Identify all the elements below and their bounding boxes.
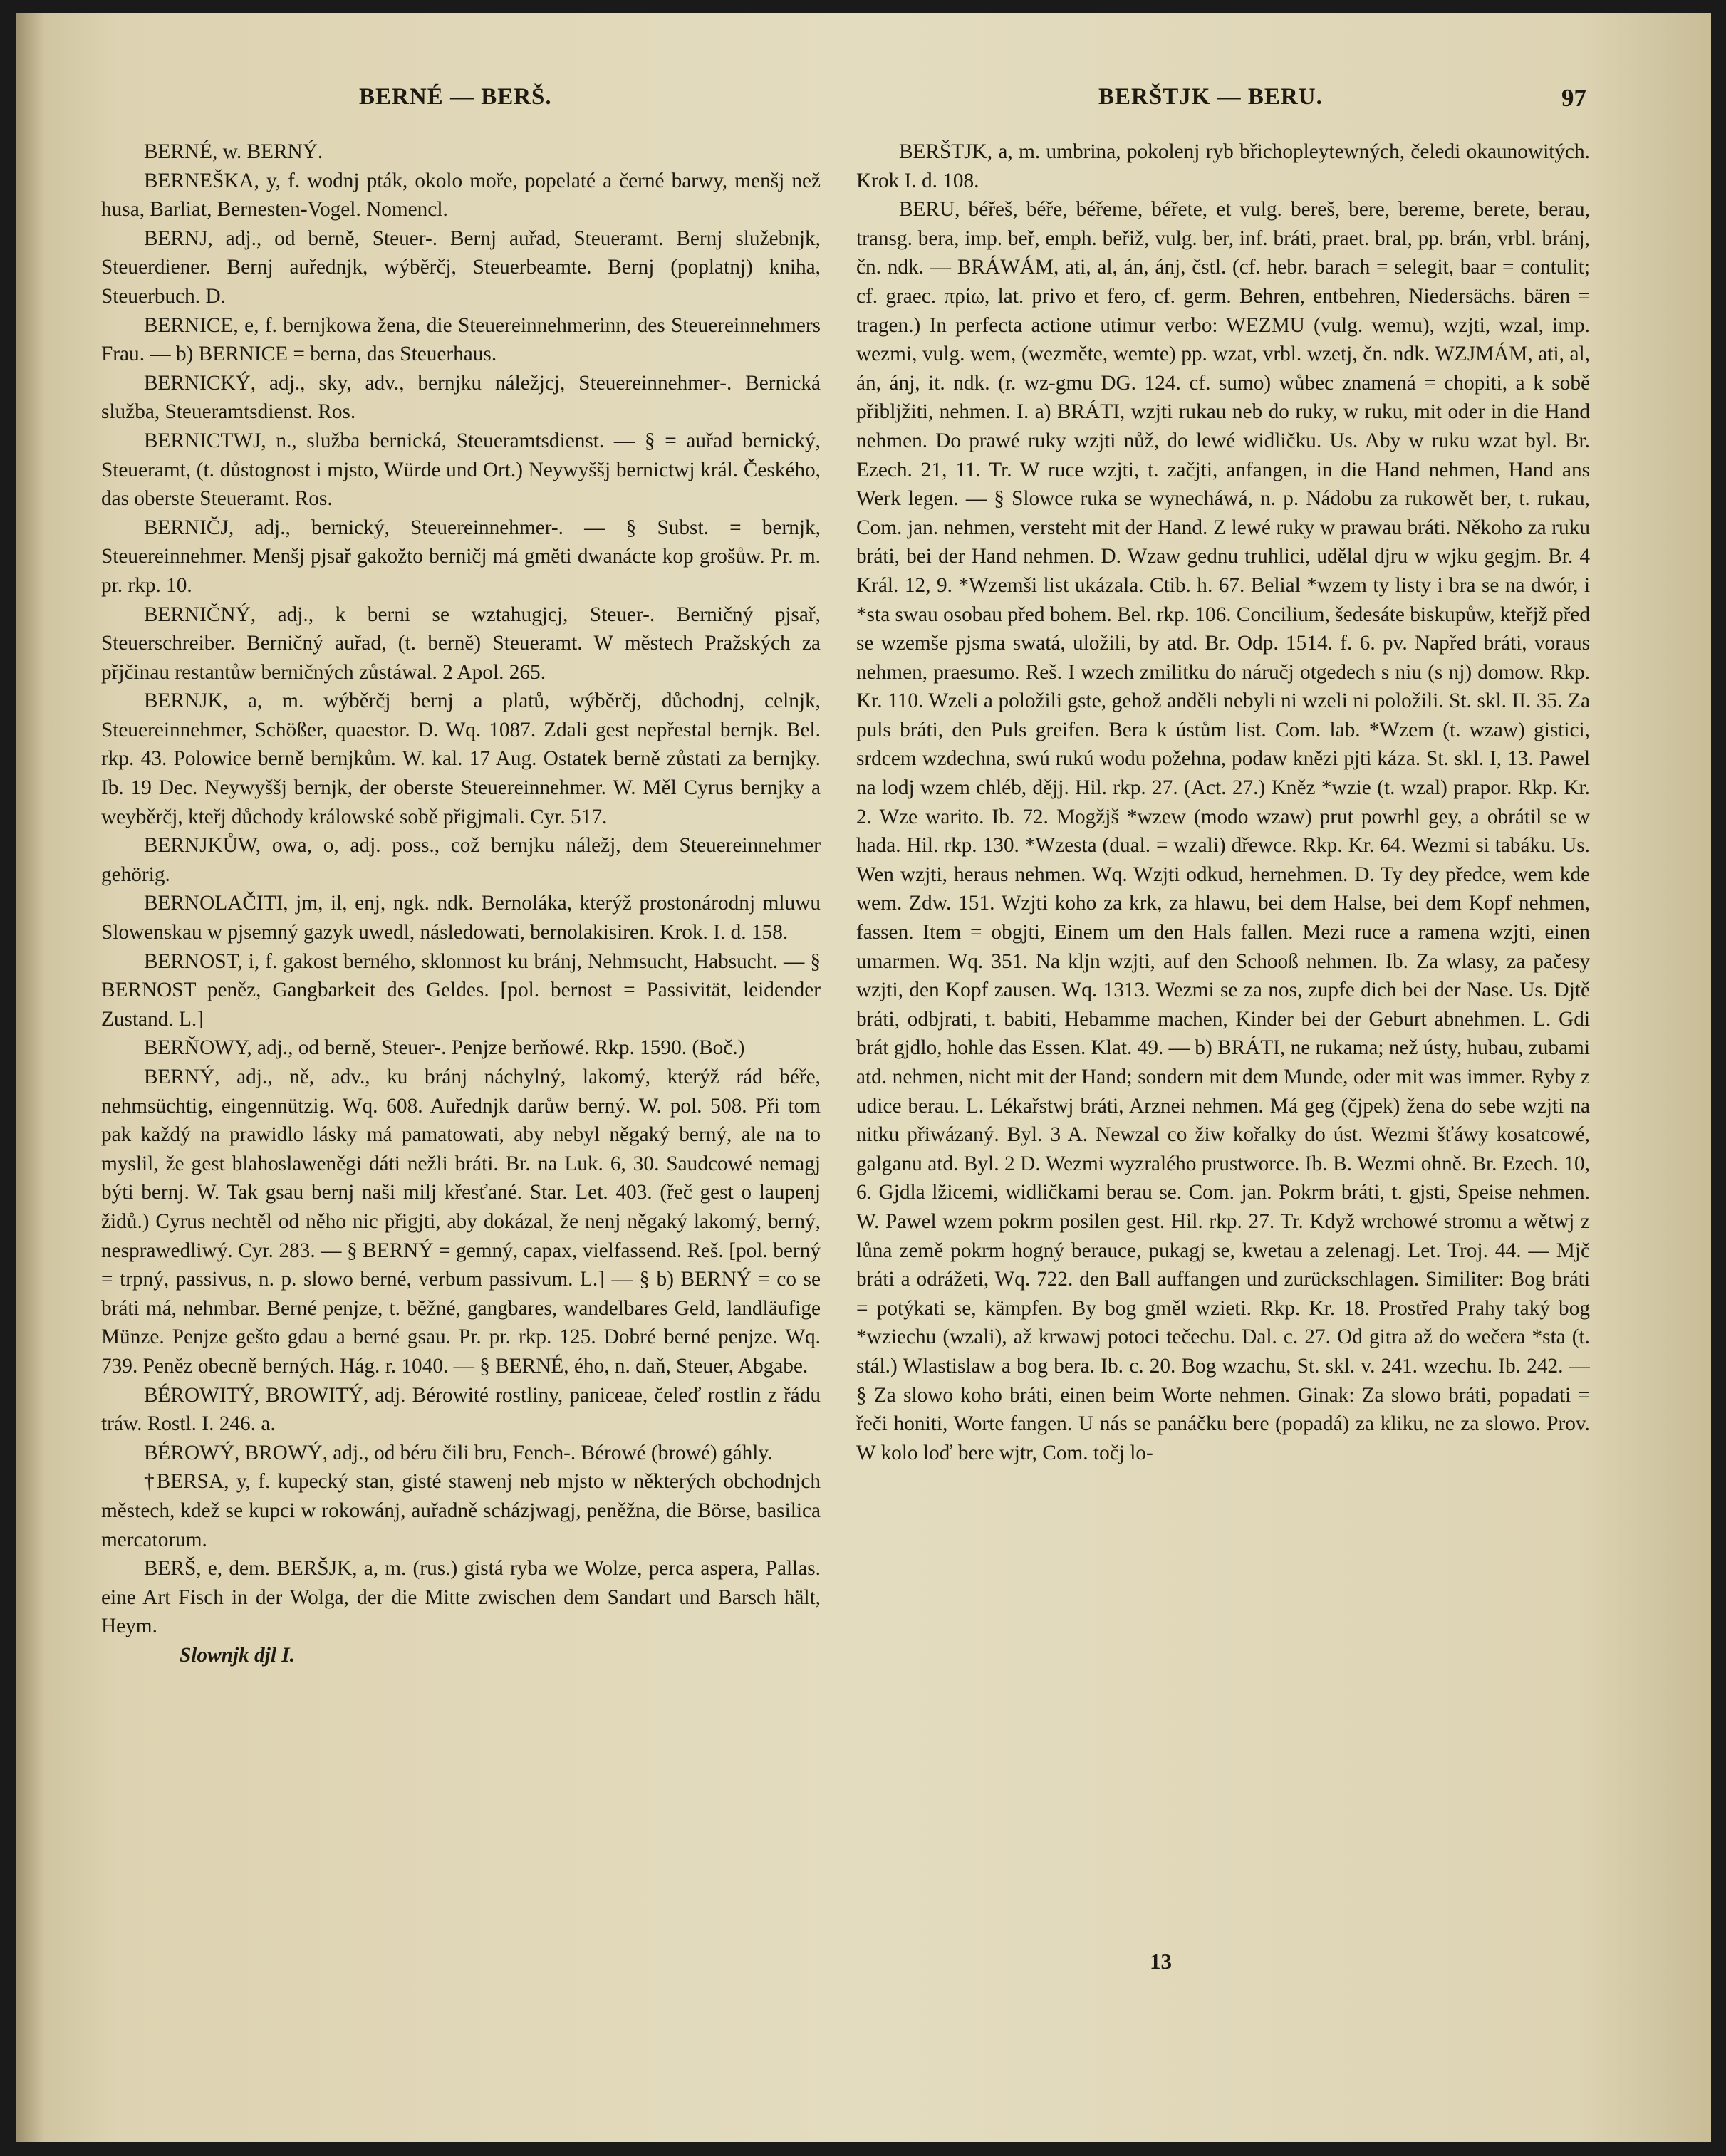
left-column [101, 137, 821, 2064]
entry: †BERSA, y, f. kupecký stan, gisté stawenj neb mjsto w některých obchodnjch městech, kdež se kupci w rokowánj, auřadně scházjwagj, peněžna, die Börse, basilica mercatorum. [101, 1470, 821, 1551]
volume-signature: Slownjk djl I. [180, 1643, 296, 1667]
entry: BERNJK, a, m. wýběrčj bernj a platů, wýběrčj, důchodnj, celnjk, Steuereinnehmer, Schößer, quaestor. D. Wq. 1087. Zdali gest nepřestal bernjk. Bel. rkp. 43. Polowice berně bernjkům. W. kal. 17 Aug. Ostatek berně zůstati za bernjky. Ib. 19 Dec. Neywyššj bernjk, der oberste Steuereinnehmer. W. Měl Cyrus bernjky a weyběrčj, kteřj důchody králowské sobě přigjmali. Cyr. 517. [101, 689, 821, 828]
dictionary-page [16, 13, 1711, 2142]
right-column [856, 137, 1590, 2064]
running-head-right: BERŠTJK — BERU. [1098, 84, 1323, 110]
entry: BERNEŠKA, y, f. wodnj pták, okolo moře, popelaté a černé barwy, menšj než husa, Barliat, Bernesten-Vogel. Nomencl. [101, 169, 821, 222]
page-number: 97 [1561, 84, 1586, 112]
entry: BERŠTJK, a, m. umbrina, pokolenj ryb břichopleytewných, čeledi okaunowitých. Krok I. d. 108. [856, 140, 1590, 192]
entry: BERŠ, e, dem. BERŠJK, a, m. (rus.) gistá ryba we Wolze, perca aspera, Pallas. eine Art Fisch in der Wolga, der die Mitte zwischen dem Sandart und Barsch hält, Heym. [101, 1557, 821, 1638]
binding-shadow [16, 13, 44, 2142]
entry: BÉROWITÝ, BROWITÝ, adj. Bérowité rostliny, paniceae, čeleď rostlin z řádu tráw. Rostl. I. 246. a. [101, 1383, 821, 1436]
entry: BERNÝ, adj., ně, adv., ku bránj náchylný, lakomý, kterýž rád béře, nehmsüchtig, eingennützig. Wq. 608. Auřednjk darůw berný. W. pol. 508. Při tom pak každý na prawidlo lásky má pamatowati, aby nebyl něgaký berný, ale na to myslil, že gest blahoslaweněgi dáti nežli bráti. Br. na Luk. 6, 30. Saudcowé nemagj býti bernj. W. Tak gsau bernj naši milj křesťané. Star. Let. 403. (řeč gest o laupenj židů.) Cyrus nechtěl od něho nic přigjti, aby dokázal, že nenj něgaký lakomý, berný, nesprawedliwý. Cyr. 283. — § BERNÝ = gemný, capax, vielfassend. Reš. [pol. berný = trpný, passivus, n. p. slowo berné, verbum passivum. L.] — § b) BERNÝ = co se bráti má, nehmbar. Berné penjze, t. běžné, gangbares, wandelbares Geld, landläufige Münze. Penjze gešto gdau a berné gsau. Pr. pr. rkp. 125. Dobré berné penjze. Wq. 739. Peněz obecně berných. Hág. r. 1040. — § BERNÉ, ého, n. daň, Steuer, Abgabe. [101, 1066, 821, 1378]
entry: BÉROWÝ, BROWÝ, adj., od béru čili bru, Fench-. Bérowé (browé) gáhly. [144, 1441, 773, 1464]
entry: BERNOLAČITI, jm, il, enj, ngk. ndk. Bernoláka, kterýž prostonárodnj mluwu Slowenskau w pjsemný gazyk uwedl, následowati, bernolakisiren. Krok. I. d. 158. [101, 892, 821, 944]
entry: BERNICKÝ, adj., sky, adv., bernjku náležjcj, Steuereinnehmer-. Bernická služba, Steueramtsdienst. Ros. [101, 371, 821, 424]
entry: BERNICTWJ, n., služba bernická, Steueramtsdienst. — § = auřad bernický, Steueramt, (t. důstognost i mjsto, Würde und Ort.) Neywyššj bernictwj král. Českého, das oberste Steueramt. Ros. [101, 429, 821, 511]
entry: BERNIČJ, adj., bernický, Steuereinnehmer-. — § Subst. = bernjk, Steuereinnehmer. Menšj pjsař gakožto berničj má gměti dwanácte kop grošůw. Pr. m. pr. rkp. 10. [101, 516, 821, 597]
running-head-left: BERNÉ — BERŠ. [359, 84, 552, 110]
entry: BERNIČNÝ, adj., k berni se wztahugjcj, Steuer-. Berničný pjsař, Steuerschreiber. Berničný auřad, (t. berně) Steueramt. W městech Pražských za přjčinau restantůw berničných zůstáwal. 2 Apol. 265. [101, 603, 821, 684]
entry: BERŇOWY, adj., od berně, Steuer-. Penjze berňowé. Rkp. 1590. (Boč.) [144, 1036, 745, 1060]
entry: BERNJ, adj., od berně, Steuer-. Bernj auřad, Steueramt. Bernj služebnjk, Steuerdiener. Bernj auřednjk, wýběrčj, Steuerbeamte. Bernj (poplatnj) kniha, Steuerbuch. D. [101, 226, 821, 308]
entry: BERNICE, e, f. bernjkowa žena, die Steuereinnehmerinn, des Steuereinnehmers Frau. — b) BERNICE = berna, das Steuerhaus. [101, 313, 821, 366]
entry: BERU, béřeš, béře, béřeme, béřete, et vulg. bereš, bere, bereme, berete, berau, transg. bera, imp. beř, emph. beřiž, vulg. ber, inf. bráti, praet. bral, pp. brán, vrbl. bránj, čn. ndk. — BRÁWÁM, ati, al, án, ánj, čstl. (cf. hebr. barach = selegit, baar = contulit; cf. graec. πρίω, lat. privo et fero, cf. germ. Behren, entbehren, Niedersächs. bären = tragen.) In perfecta actione utimur verbo: WEZMU (vulg. wemu), wzjti, wzal, imp. wezmi, vulg. wem, (wezměte, wemte) pp. wzat, vrbl. wzetj, čn. ndk. WZJMÁM, ati, al, án, ánj, it. ndk. (r. wz-gmu DG. 124. cf. sumo) wůbec znamená = chopiti, a k sobě přibljžiti, nehmen. I. a) BRÁTI, wzjti rukau neb do ruky, w ruku, mit oder in die Hand nehmen. Do prawé ruky wzjti nůž, do lewé widličku. Us. Aby w ruku wzat byl. Br. Ezech. 21, 11. Tr. W ruce wzjti, t. začjti, anfangen, in die Hand nehmen, Hand ans Werk legen. — § Slowce ruka se wynecháwá, n. p. Nádobu za rukowět ber, t. rukau, Com. jan. nehmen, versteht mit der Hand. Z lewé ruky w prawau bráti. Někoho za ruku bráti, bei der Hand nehmen. D. Wzaw gednu truhlici, udělal djru w wjku gegjm. Br. 4 Král. 12, 9. *Wzemši list ukázala. Ctib. h. 67. Belial *wzem ty listy i bra se na dwór, i *sta swau osobau před bohem. Bel. rkp. 106. Concilium, šedesáte biskupůw, kteřjž před se wzemše pjsma swatá, uložili, by atd. Br. Odp. 1514. f. 6. pv. Napřed bráti, voraus nehmen, praesumo. Reš. I wzech zmilitku do náručj otgedech s niu (s nj) domow. Rkp. Kr. 110. Wzeli a položili gste, gehož anděli nebyli ni wzeli ni položili. St. skl. II. 35. Za puls bráti, den Puls greifen. Bera k ústům list. Com. lab. *Wzem (t. wzaw) gistici, srdcem wzdechna, swú rukú wodu požehna, podaw knězi pjti káza. St. skl. I, 13. Pawel na lodj wzem chléb, dějj. Hil. rkp. 27. (Act. 27.) Kněz *wzie (t. wzal) prapor. Rkp. Kr. 2. Wze warito. Ib. 72. Mogžjš *wzew (modo wzaw) prut powrhl gey, a obrátil se w hada. Hil. rkp. 130. *Wzesta (dual. = wzali) dřewce. Rkp. Kr. 64. Wezmi si tabáku. Us. Wen wzjti, heraus nehmen. Wq. Wzjti odkud, hernehmen. D. Ty dey předce, wem kde wem. Zdw. 151. Wzjti koho za krk, za hlawu, bei dem Halse, bei dem Kopf nehmen, fassen. Item = obgjti, Einem um den Hals fallen. Mezi ruce a ramena wzjti, einen umarmen. Wq. 351. Na kljn wzjti, auf den Schooß nehmen. Ib. Za wlasy, za pačesy wzjti, den Kopf zausen. Wq. 1313. Wezmi se za nos, zupfe dich bei der Nase. Us. Djtě bráti, odbjrati, t. babiti, Hebamme machen, Kinder bei der Geburt abnehmen. L. Gdi brát gjdlo, hohle das Essen. Klat. 49. — b) BRÁTI, ne rukama; než ústy, hubau, zubami atd. nehmen, nicht mit der Hand; sondern mit dem Munde, oder mit was immer. Ryby z udice berau. L. Lékařstwj bráti, Arznei nehmen. Má geg (čjpek) žena do sebe wzjti na nitku přiwázaný. Byl. 3 A. Newzal co žiw kořalky do úst. Wezmi šťáwy kosatcowé, galganu atd. Byl. 2 D. Wezmi wyzralého prustworce. Ib. B. Wezmi ohně. Br. Ezech. 10, 6. Gjdla lžicemi, widličkami berau se. Com. jan. Pokrm bráti, t. gjsti, Speise nehmen. W. Pawel wzem pokrm posilen gest. Hil. rkp. 27. Tr. Když wrchowé stromu a wětwj z lůna země pokrm hogný berauce, pukagj se, kwetau a zelenagj. Let. Troj. 44. — Mjč bráti a odrážeti, Wq. 722. den Ball auffangen und zurückschlagen. Similiter: Bog bráti = potýkati se, kämpfen. By bog gměl wzieti. Rkp. Kr. 18. Prostřed Prahy taký bog *wziechu (wzali), až krwawj potoci tečechu. Dal. c. 27. Od gitra až do wečera *sta (t. stál.) Wlastislaw a bog bera. Ib. c. 20. Bog wzachu, St. skl. v. 241. wzechu. Ib. 242. — § Za slowo koho bráti, einen beim Worte nehmen. Ginak: Za slowo bráti, popadati = řeči honiti, Worte fangen. U nás se panáčku bere (popadá) za kliku, ne za slowo. Prov. W kolo loď bere wjtr, Com. točj lo- [856, 198, 1590, 1464]
entry: BERNÉ, w. BERNÝ. [144, 140, 323, 163]
entry: BERNOST, i, f. gakost berného, sklonnost ku bránj, Nehmsucht, Habsucht. — § BERNOST peněz, Gangbarkeit des Geldes. [pol. bernost = Passivität, leidender Zustand. L.] [101, 949, 821, 1031]
sheet-signature: 13 [1150, 1949, 1172, 1974]
entry: BERNJKŮW, owa, o, adj. poss., což bernjku náležj, dem Steuereinnehmer gehörig. [101, 834, 821, 886]
